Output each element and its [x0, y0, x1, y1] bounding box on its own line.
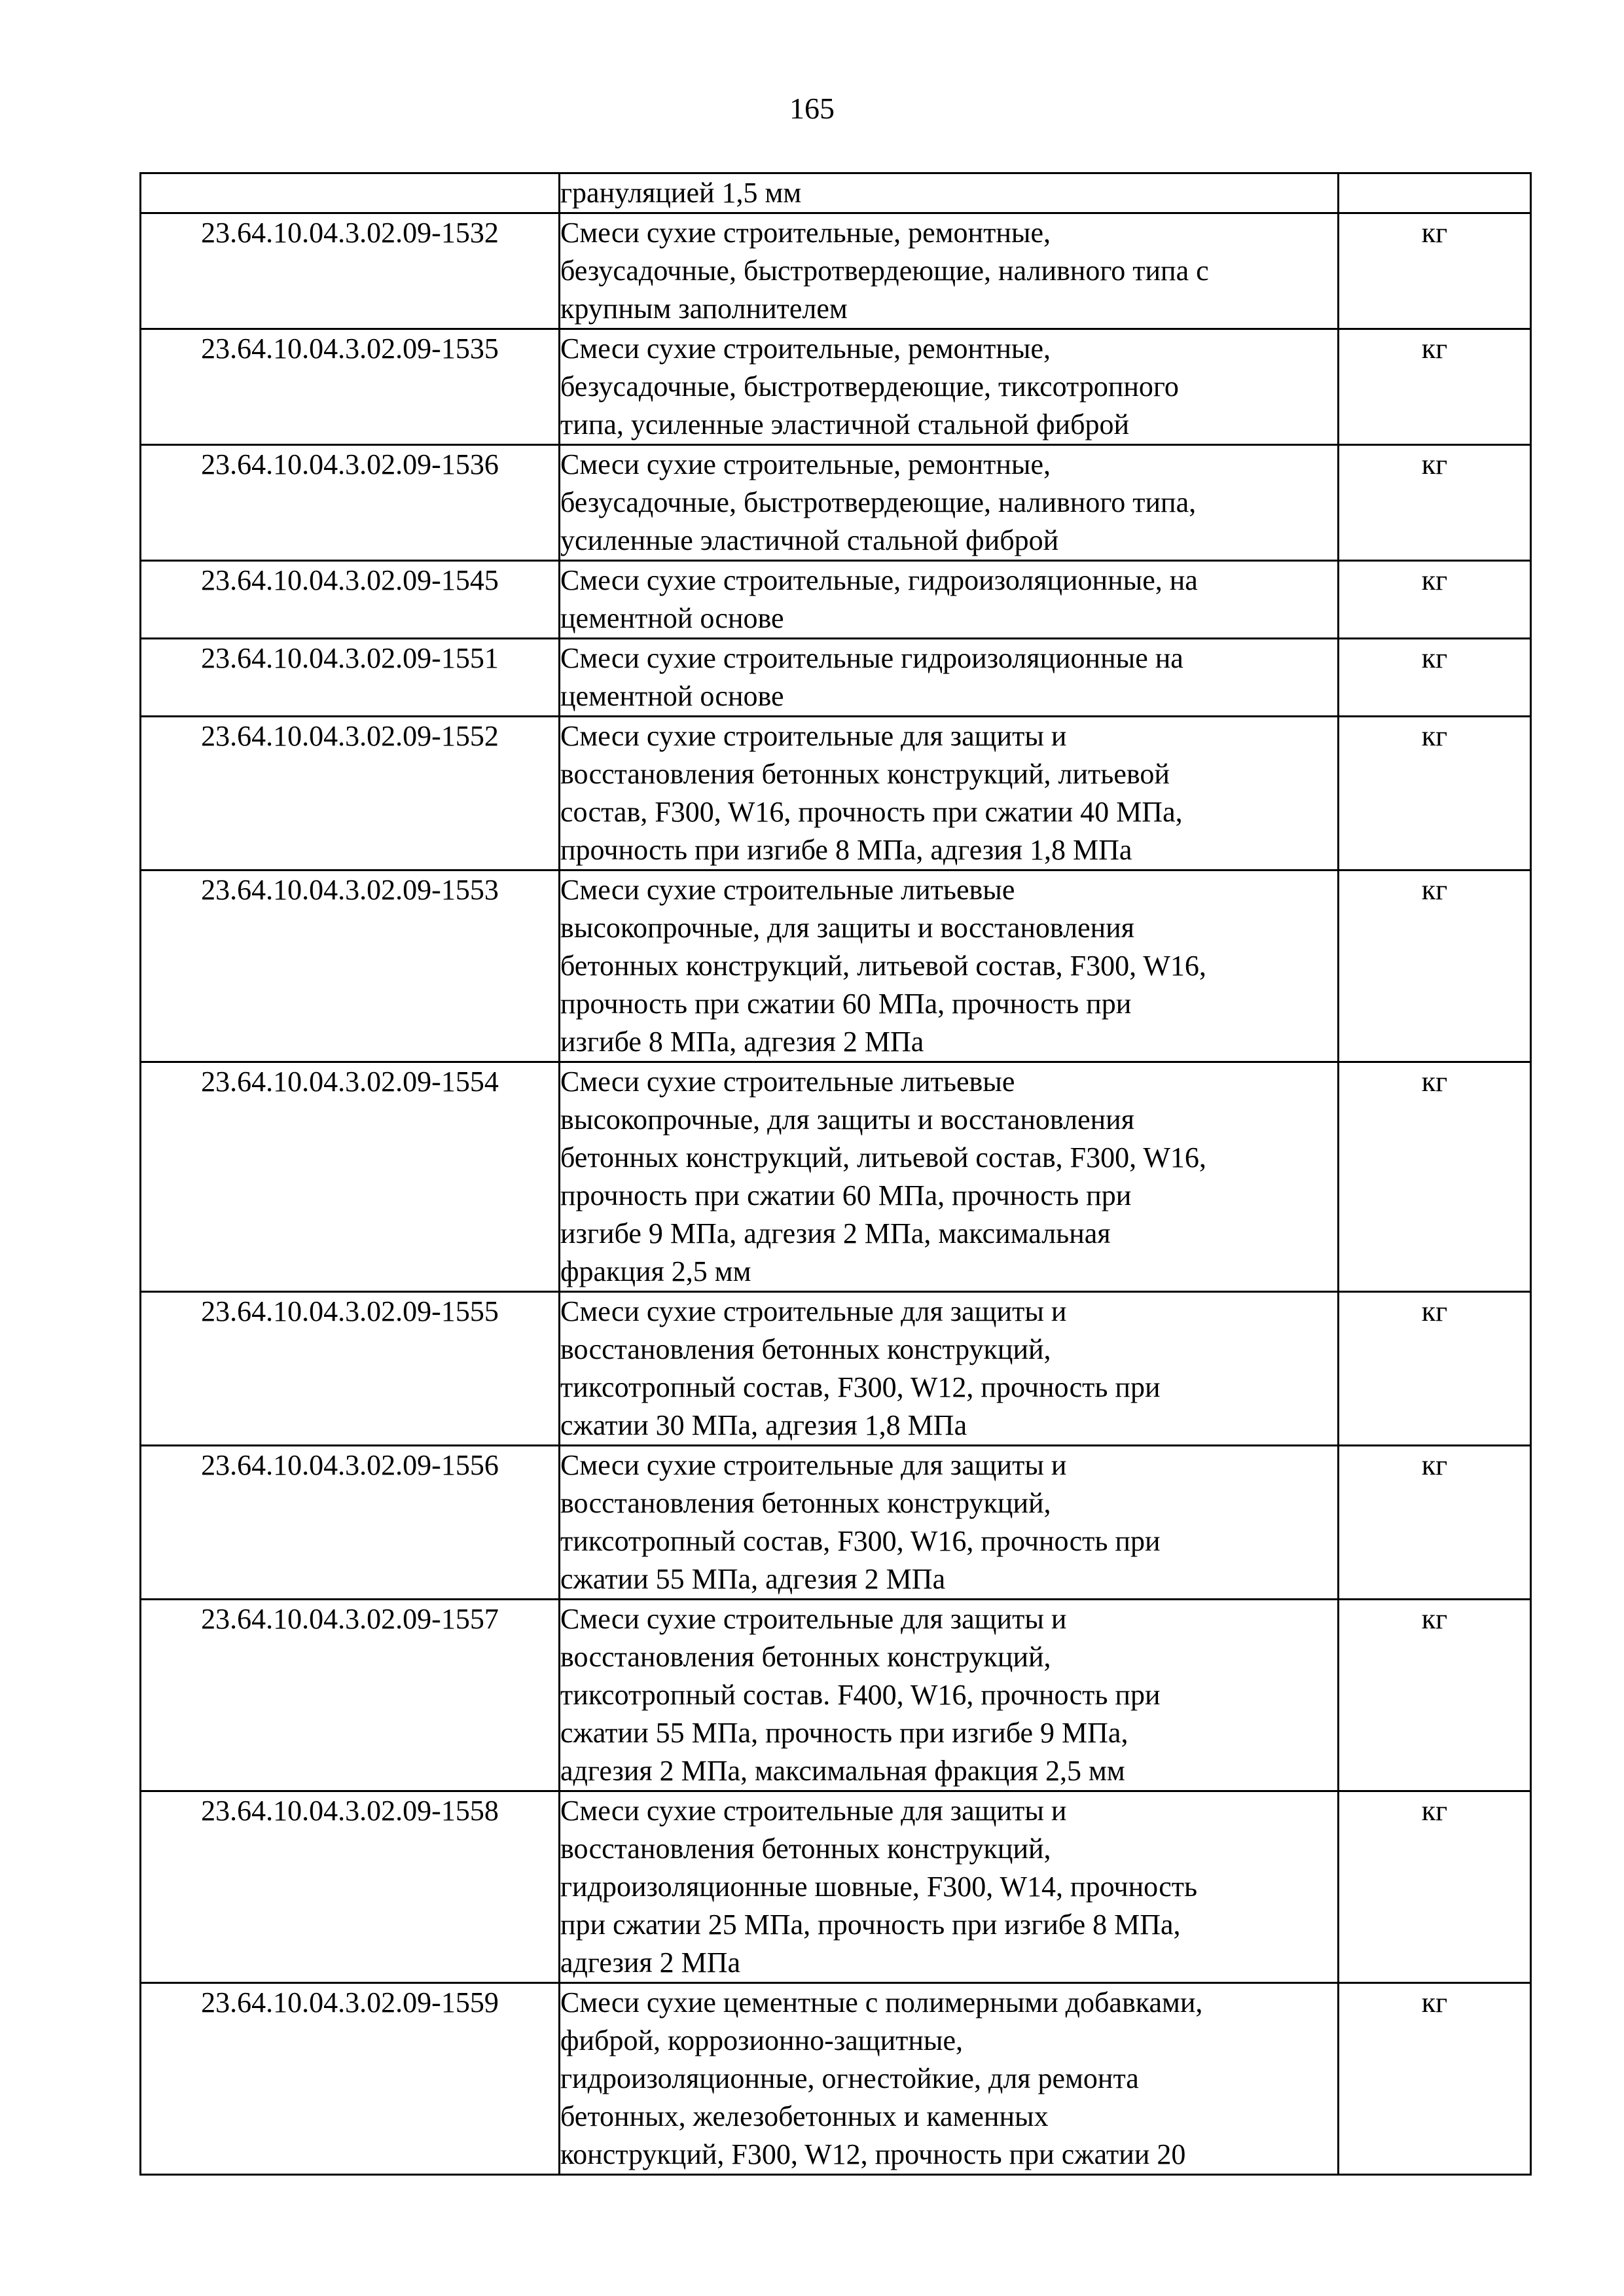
description-line: прочность при изгибе 8 МПа, адгезия 1,8 МПа: [560, 834, 1132, 866]
material-code-cell: 23.64.10.04.3.02.09-1553: [141, 870, 560, 1062]
table-row: [141, 329, 1531, 445]
table-row: [141, 1983, 1531, 2175]
description-line: Смеси сухие строительные, ремонтные,: [560, 217, 1051, 249]
material-description-cell: [560, 1983, 1339, 2175]
unit-cell: кг: [1339, 870, 1531, 1062]
description-line: восстановления бетонных конструкций,: [560, 1487, 1051, 1519]
material-description-cell: [560, 717, 1339, 870]
description-line: фракция 2,5 мм: [560, 1255, 751, 1287]
material-code-cell: 23.64.10.04.3.02.09-1557: [141, 1600, 560, 1791]
description-line: цементной основе: [560, 680, 784, 712]
description-line: безусадочные, быстротвердеющие, наливного типа,: [560, 486, 1197, 518]
description-line: цементной основе: [560, 602, 784, 634]
description-line: сжатии 55 МПа, прочность при изгибе 9 МПа,: [560, 1717, 1128, 1749]
description-line: Смеси сухие строительные гидроизоляционные на: [560, 642, 1183, 674]
material-description-cell: [560, 1446, 1339, 1600]
description-line: Смеси сухие строительные, гидроизоляционные, на: [560, 564, 1198, 596]
material-description-cell: [560, 1292, 1339, 1446]
material-code-cell: 23.64.10.04.3.02.09-1532: [141, 213, 560, 329]
unit-cell: кг: [1339, 329, 1531, 445]
description-line: бетонных конструкций, литьевой состав, F300, W16,: [560, 1141, 1206, 1174]
table-row: [141, 639, 1531, 717]
unit-cell: кг: [1339, 213, 1531, 329]
description-line: бетонных, железобетонных и каменных: [560, 2100, 1049, 2132]
description-line: восстановления бетонных конструкций,: [560, 1333, 1051, 1365]
material-code-cell: 23.64.10.04.3.02.09-1556: [141, 1446, 560, 1600]
description-line: высокопрочные, для защиты и восстановления: [560, 1103, 1134, 1136]
page-number: 165: [789, 92, 835, 125]
description-line: Смеси сухие строительные, ремонтные,: [560, 332, 1051, 365]
description-line: гидроизоляционные, огнестойкие, для ремонта: [560, 2062, 1139, 2094]
table-row: [141, 1292, 1531, 1446]
material-description-cell: [560, 445, 1339, 561]
description-line: грануляцией 1,5 мм: [560, 177, 802, 209]
table-row: [141, 561, 1531, 639]
material-code-cell: 23.64.10.04.3.02.09-1555: [141, 1292, 560, 1446]
material-description-cell: [560, 1791, 1339, 1983]
description-line: изгибе 8 МПа, адгезия 2 МПа: [560, 1026, 924, 1058]
material-description-cell: [560, 639, 1339, 717]
unit-cell: кг: [1339, 1292, 1531, 1446]
description-line: восстановления бетонных конструкций,: [560, 1641, 1051, 1673]
material-code-cell: 23.64.10.04.3.02.09-1535: [141, 329, 560, 445]
table-row: [141, 1062, 1531, 1292]
material-description-cell: [560, 561, 1339, 639]
unit-cell: [1339, 173, 1531, 213]
unit-cell: кг: [1339, 1062, 1531, 1292]
material-description-cell: [560, 213, 1339, 329]
material-code-cell: 23.64.10.04.3.02.09-1552: [141, 717, 560, 870]
description-line: конструкций, F300, W12, прочность при сжатии 20: [560, 2138, 1186, 2170]
description-line: крупным заполнителем: [560, 293, 848, 325]
table-row: [141, 717, 1531, 870]
material-code-cell: 23.64.10.04.3.02.09-1536: [141, 445, 560, 561]
description-line: при сжатии 25 МПа, прочность при изгибе 8 МПа,: [560, 1909, 1181, 1941]
unit-cell: кг: [1339, 445, 1531, 561]
unit-cell: кг: [1339, 717, 1531, 870]
material-description-cell: [560, 173, 1339, 213]
table-row: [141, 173, 1531, 213]
material-description-cell: [560, 1062, 1339, 1292]
description-line: усиленные эластичной стальной фиброй: [560, 524, 1059, 556]
description-line: адгезия 2 МПа, максимальная фракция 2,5 мм: [560, 1755, 1125, 1787]
description-line: фиброй, коррозионно-защитные,: [560, 2024, 964, 2056]
description-line: Смеси сухие строительные для защиты и: [560, 1603, 1067, 1635]
material-code-cell: 23.64.10.04.3.02.09-1554: [141, 1062, 560, 1292]
description-line: Смеси сухие строительные для защиты и: [560, 720, 1067, 752]
description-line: восстановления бетонных конструкций, литьевой: [560, 758, 1170, 790]
unit-cell: кг: [1339, 639, 1531, 717]
material-code-cell: 23.64.10.04.3.02.09-1559: [141, 1983, 560, 2175]
description-line: восстановления бетонных конструкций,: [560, 1833, 1051, 1865]
description-line: тиксотропный состав. F400, W16, прочность при: [560, 1679, 1161, 1711]
description-line: безусадочные, быстротвердеющие, наливного типа с: [560, 255, 1209, 287]
material-description-cell: [560, 1600, 1339, 1791]
table-row: [141, 1600, 1531, 1791]
description-line: гидроизоляционные шовные, F300, W14, прочность: [560, 1871, 1198, 1903]
description-line: Смеси сухие строительные для защиты и: [560, 1449, 1067, 1481]
table-row: [141, 1791, 1531, 1983]
table-row: [141, 445, 1531, 561]
table-row: [141, 1446, 1531, 1600]
unit-cell: кг: [1339, 561, 1531, 639]
table-body: [141, 173, 1531, 2175]
description-line: прочность при сжатии 60 МПа, прочность при: [560, 988, 1132, 1020]
description-line: бетонных конструкций, литьевой состав, F300, W16,: [560, 950, 1206, 982]
description-line: сжатии 55 МПа, адгезия 2 МПа: [560, 1563, 946, 1595]
description-line: адгезия 2 МПа: [560, 1946, 741, 1979]
description-line: сжатии 30 МПа, адгезия 1,8 МПа: [560, 1409, 967, 1441]
description-line: тиксотропный состав, F300, W12, прочность при: [560, 1371, 1161, 1403]
description-line: прочность при сжатии 60 МПа, прочность при: [560, 1179, 1132, 1211]
materials-table: [139, 172, 1532, 2176]
material-description-cell: [560, 870, 1339, 1062]
description-line: Смеси сухие строительные для защиты и: [560, 1795, 1067, 1827]
description-line: Смеси сухие строительные литьевые: [560, 1066, 1015, 1098]
unit-cell: кг: [1339, 1791, 1531, 1983]
material-code-cell: 23.64.10.04.3.02.09-1545: [141, 561, 560, 639]
description-line: Смеси сухие цементные с полимерными добавками,: [560, 1986, 1203, 2018]
table-row: [141, 213, 1531, 329]
description-line: безусадочные, быстротвердеющие, тиксотропного: [560, 370, 1179, 403]
material-code-cell: 23.64.10.04.3.02.09-1551: [141, 639, 560, 717]
description-line: Смеси сухие строительные литьевые: [560, 874, 1015, 906]
unit-cell: кг: [1339, 1446, 1531, 1600]
unit-cell: кг: [1339, 1600, 1531, 1791]
material-code-cell: [141, 173, 560, 213]
description-line: изгибе 9 МПа, адгезия 2 МПа, максимальная: [560, 1217, 1111, 1249]
description-line: тиксотропный состав, F300, W16, прочность при: [560, 1525, 1161, 1557]
description-line: состав, F300, W16, прочность при сжатии 40 МПа,: [560, 796, 1183, 828]
material-description-cell: [560, 329, 1339, 445]
table-row: [141, 870, 1531, 1062]
description-line: Смеси сухие строительные для защиты и: [560, 1295, 1067, 1327]
description-line: типа, усиленные эластичной стальной фиброй: [560, 408, 1130, 440]
material-code-cell: 23.64.10.04.3.02.09-1558: [141, 1791, 560, 1983]
description-line: высокопрочные, для защиты и восстановления: [560, 912, 1134, 944]
description-line: Смеси сухие строительные, ремонтные,: [560, 448, 1051, 480]
unit-cell: кг: [1339, 1983, 1531, 2175]
